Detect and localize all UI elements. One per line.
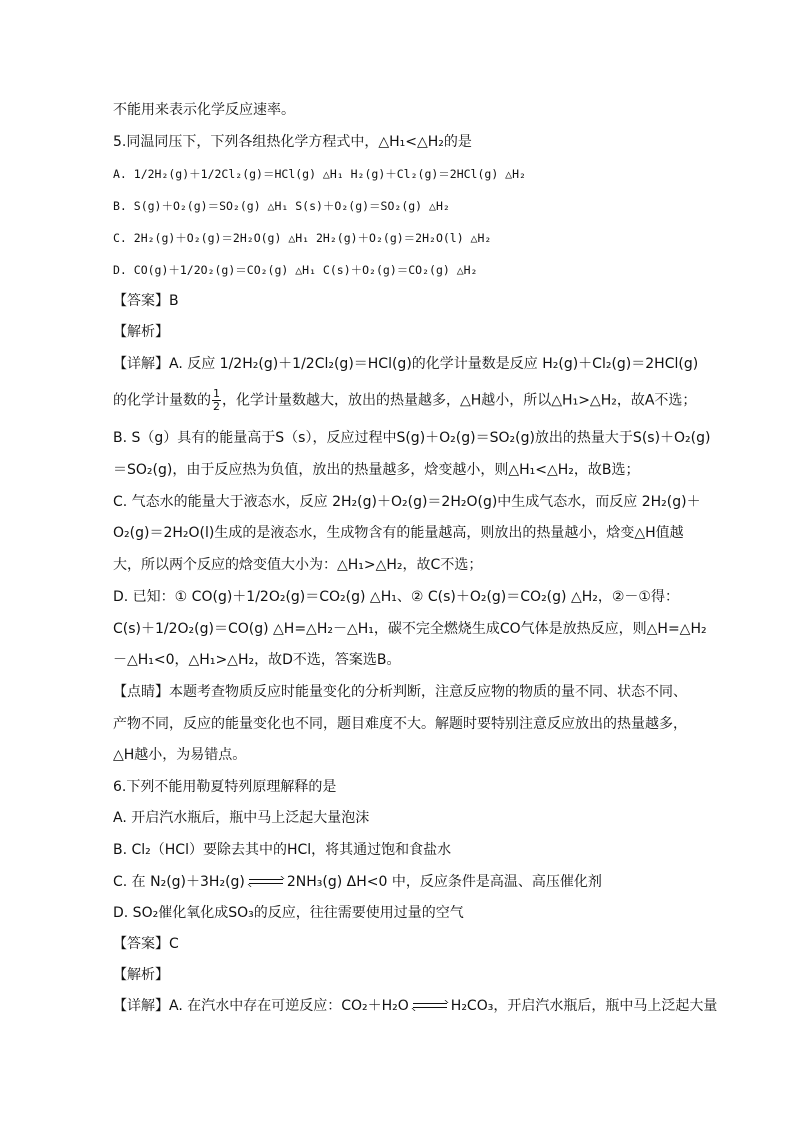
question-6-option-b: B. Cl₂（HCl）要除去其中的HCl，将其通过饱和食盐水 <box>113 842 452 858</box>
explanation-line <box>113 388 696 413</box>
explanation-line: O₂(g)＝2H₂O(l)生成的是液态水，生成物含有的能量越高，则放出的热量越小，焓变△H值越 <box>113 525 684 541</box>
key-point-line: 【点睛】本题考查物质反应时能量变化的分析判断，注意反应物的物质的量不同、状态不同、 <box>113 684 687 700</box>
key-point-line: △H越小，为易错点。 <box>113 747 247 763</box>
analysis-label: 【解析】 <box>113 967 169 983</box>
explanation-text: 【详解】A. 在汽水中存在可逆反应：CO₂＋H₂O <box>113 998 409 1014</box>
question-5-option-c: C. 2H₂(g)＋O₂(g)＝2H₂O(g) △H₁ 2H₂(g)＋O₂(g)＝2H₂O(l) △H₂ <box>113 231 492 245</box>
explanation-line: C(s)＋1/2O₂(g)＝CO(g) △H=△H₂－△H₁，碳不完全燃烧生成CO气体是放热反应，则△H=△H₂ <box>113 621 707 637</box>
answer-label: 【答案】C <box>113 936 179 952</box>
equilibrium-arrow-icon <box>413 1001 447 1011</box>
question-5-option-d: D. CO(g)＋1/2O₂(g)＝CO₂(g) △H₁ C(s)＋O₂(g)＝CO₂(g) △H₂ <box>113 263 478 277</box>
fraction-denominator: 2 <box>213 400 220 413</box>
question-6-stem: 6.下列不能用勒夏特列原理解释的是 <box>113 779 337 795</box>
question-6-option-c <box>113 872 602 892</box>
explanation-line <box>113 996 717 1016</box>
option-text: 2NH₃(g) ΔH<0 中，反应条件是高温、高压催化剂 <box>286 874 602 890</box>
answer-label: 【答案】B <box>113 293 179 309</box>
explanation-text: H₂CO₃，开启汽水瓶后，瓶中马上泛起大量 <box>450 998 718 1014</box>
key-point-line: 产物不同，反应的能量变化也不同，题目难度不大。解题时要特别注意反应放出的热量越多， <box>113 716 687 732</box>
explanation-line: B. S（g）具有的能量高于S（s），反应过程中S(g)＋O₂(g)＝SO₂(g)放出的热量大于S(s)＋O₂(g) <box>113 430 711 446</box>
explanation-line: ＝SO₂(g)，由于反应热为负值，放出的热量越多，焓变越小，则△H₁<△H₂，故B选； <box>113 462 640 478</box>
explanation-line: －△H₁<0，△H₁>△H₂，故D不选，答案选B。 <box>113 652 401 668</box>
fraction-numerator: 1 <box>213 387 220 400</box>
analysis-label: 【解析】 <box>113 324 169 340</box>
equilibrium-arrow-icon <box>249 877 283 887</box>
explanation-line: D. 已知：① CO(g)＋1/2O₂(g)＝CO₂(g) △H₁、② C(s)＋O₂(g)＝CO₂(g) △H₂，②－①得： <box>113 589 679 605</box>
option-text: C. 在 N₂(g)＋3H₂(g) <box>113 874 245 890</box>
question-5-stem: 5.同温同压下，下列各组热化学方程式中，△H₁<△H₂的是 <box>113 134 472 150</box>
explanation-text: ，化学计量数越大，放出的热量越多，△H越小，所以△H₁>△H₂，故A不选； <box>222 392 697 409</box>
explanation-line: 大，所以两个反应的焓变值大小为：△H₁>△H₂，故C不选； <box>113 557 483 573</box>
explanation-line: 【详解】A. 反应 1/2H₂(g)＋1/2Cl₂(g)＝HCl(g)的化学计量数是反应 H₂(g)＋Cl₂(g)＝2HCl(g) <box>113 356 699 372</box>
question-6-option-a: A. 开启汽水瓶后，瓶中马上泛起大量泡沫 <box>113 810 370 826</box>
explanation-line: C. 气态水的能量大于液态水，反应 2H₂(g)＋O₂(g)＝2H₂O(g)中生成气态水，而反应 2H₂(g)＋ <box>113 494 701 510</box>
text-line: 不能用来表示化学反应速率。 <box>113 102 295 118</box>
question-6-option-d: D. SO₂催化氧化成SO₃的反应，往往需要使用过量的空气 <box>113 905 464 921</box>
question-5-option-a: A. 1/2H₂(g)＋1/2Cl₂(g)＝HCl(g) △H₁ H₂(g)＋Cl₂(g)＝2HCl(g) △H₂ <box>113 167 526 181</box>
question-5-option-b: B. S(g)＋O₂(g)＝SO₂(g) △H₁ S(s)＋O₂(g)＝SO₂(g) △H₂ <box>113 199 450 213</box>
explanation-text: 的化学计量数的 <box>113 392 211 409</box>
fraction <box>212 388 221 413</box>
